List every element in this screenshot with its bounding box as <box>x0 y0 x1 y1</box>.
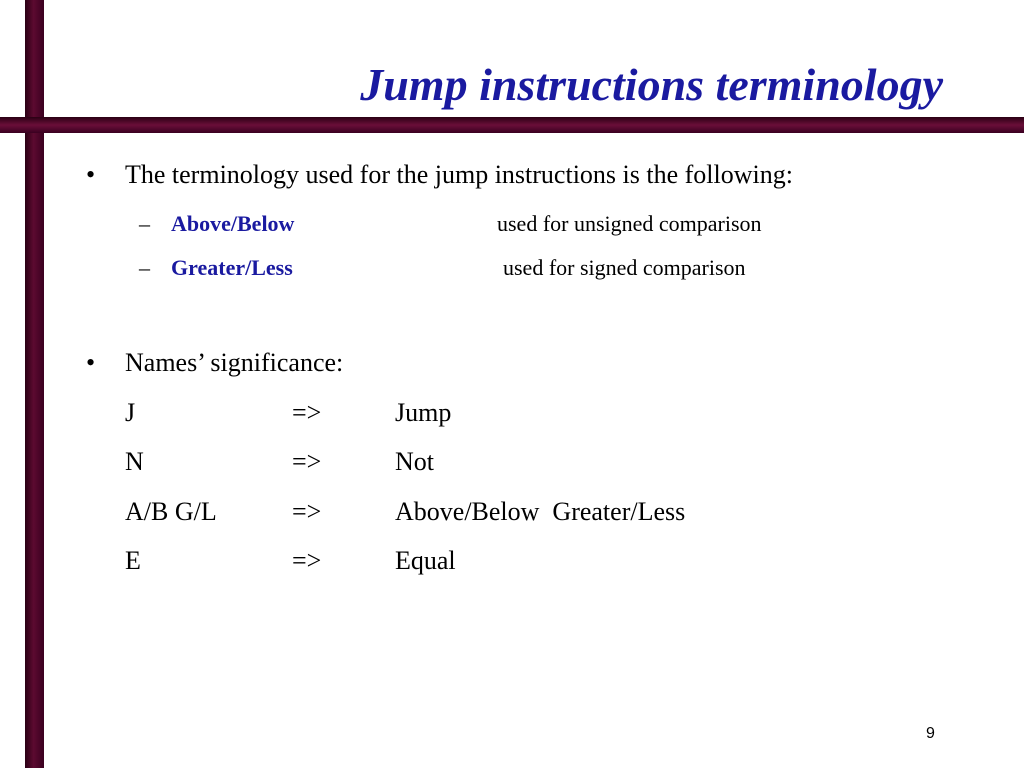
name-arrow: => <box>292 497 322 526</box>
bullet-text-terminology: The terminology used for the jump instructions is the following: <box>125 160 793 189</box>
name-abbr: J <box>125 398 136 427</box>
page-number: 9 <box>926 725 935 742</box>
name-arrow: => <box>292 546 322 575</box>
name-meaning: Above/Below Greater/Less <box>395 497 686 526</box>
term-greater-less: Greater/Less <box>171 255 293 280</box>
bullet-text-names: Names’ significance: <box>125 348 344 377</box>
name-meaning: Not <box>395 447 434 476</box>
term-description-unsigned: used for unsigned comparison <box>497 211 762 236</box>
sub-item-dash: – <box>139 255 150 280</box>
name-abbr: E <box>125 546 141 575</box>
name-meaning: Jump <box>395 398 452 427</box>
bullet-marker: • <box>86 160 96 189</box>
slide-title: Jump instructions terminology <box>360 59 943 110</box>
horizontal-decorative-bar <box>0 117 1024 133</box>
name-arrow: => <box>292 447 322 476</box>
term-description-signed: used for signed comparison <box>503 255 746 280</box>
bullet-marker: • <box>86 348 96 377</box>
name-abbr: N <box>125 447 144 476</box>
name-meaning: Equal <box>395 546 456 575</box>
name-arrow: => <box>292 398 322 427</box>
term-above-below: Above/Below <box>171 211 295 236</box>
vertical-decorative-bar <box>25 0 44 768</box>
sub-item-dash: – <box>139 211 150 236</box>
name-abbr: A/B G/L <box>125 497 217 526</box>
